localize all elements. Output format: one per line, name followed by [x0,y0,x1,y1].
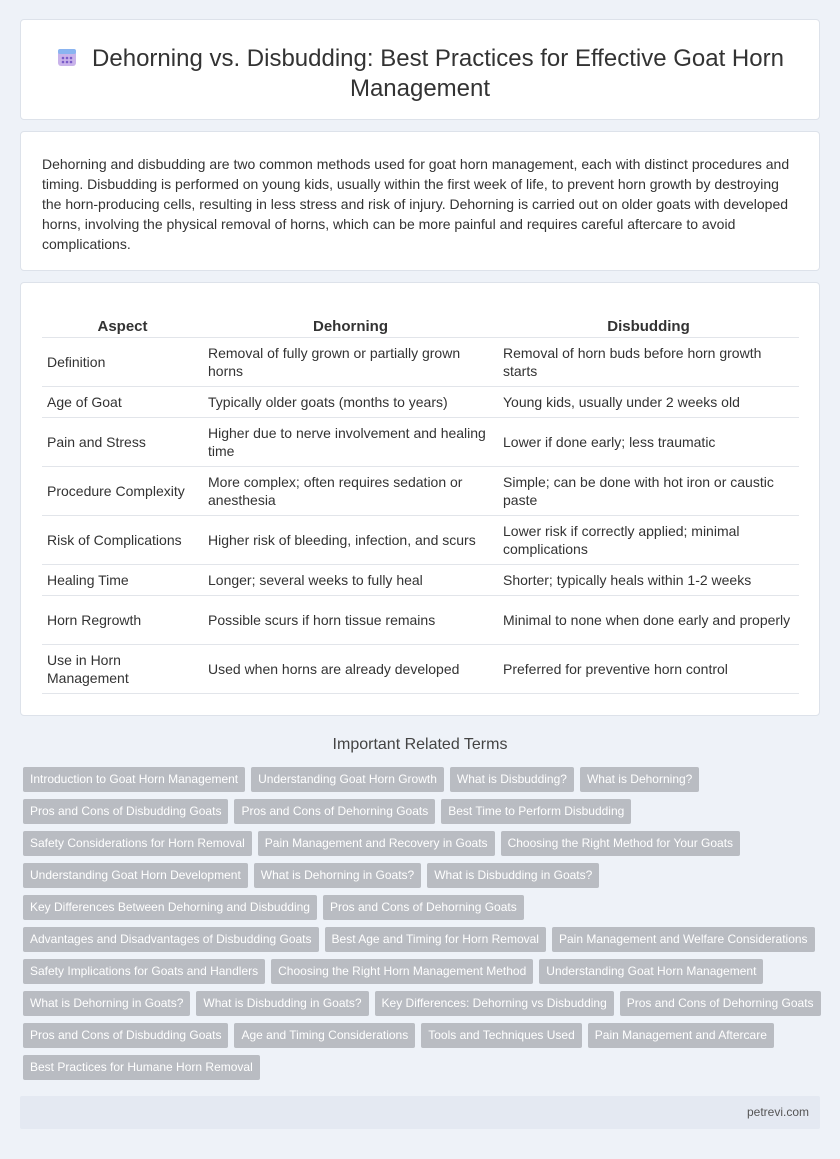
related-term-tag[interactable]: Pros and Cons of Dehorning Goats [234,799,435,824]
tag-row [23,863,823,895]
related-term-tag[interactable]: Age and Timing Considerations [234,1023,415,1048]
table-cell: Young kids, usually under 2 weeks old [498,386,799,417]
table-cell: Procedure Complexity [42,466,203,515]
table-cell: Removal of fully grown or partially grown horns [203,337,498,386]
intro-paragraph: Dehorning and disbudding are two common methods used for goat horn management, each with distinct procedures and timing. Disbudding is performed on young kids, usually within the first week of life, to prevent horn growth by destroying the horn-producing cells, resulting in less stress and risk of injury. Dehorning is carried out on older goats with developed horns, involving the physical removal of horns, which can be more painful and requires careful aftercare to avoid complications. [42,156,790,252]
related-term-tag[interactable]: Choosing the Right Method for Your Goats [501,831,740,856]
header-disbudding: Disbudding [498,315,799,337]
related-term-tag[interactable]: Best Time to Perform Disbudding [441,799,631,824]
table-cell: Use in Horn Management [42,644,203,693]
related-term-tag[interactable]: What is Disbudding? [450,767,574,792]
table-cell: Possible scurs if horn tissue remains [203,595,498,644]
related-term-tag[interactable]: Safety Implications for Goats and Handlers [23,959,265,984]
title-card [20,19,820,120]
table-row [42,564,799,595]
footer [20,1096,820,1129]
table-row [42,337,799,386]
table-row [42,417,799,466]
table-cell: Typically older goats (months to years) [203,386,498,417]
related-term-tag[interactable]: What is Dehorning in Goats? [254,863,421,888]
related-term-tag[interactable]: What is Dehorning in Goats? [23,991,190,1016]
table-row [42,644,799,693]
table-cell: Used when horns are already developed [203,644,498,693]
tag-row [23,1055,823,1087]
table-cell: Higher risk of bleeding, infection, and scurs [203,515,498,564]
related-term-tag[interactable]: Pros and Cons of Disbudding Goats [23,799,228,824]
related-term-tag[interactable]: Best Practices for Humane Horn Removal [23,1055,260,1080]
related-term-tag[interactable]: Key Differences Between Dehorning and Disbudding [23,895,317,920]
related-term-tag[interactable]: Understanding Goat Horn Development [23,863,248,888]
table-cell: Preferred for preventive horn control [498,644,799,693]
table-row [42,515,799,564]
tag-row [23,799,823,831]
calendar-icon [56,46,78,68]
table-cell: Higher due to nerve involvement and healing time [203,417,498,466]
tag-row [23,927,823,959]
table-cell: Removal of horn buds before horn growth starts [498,337,799,386]
related-term-tag[interactable]: Pain Management and Welfare Considerations [552,927,815,952]
table-row [42,466,799,515]
table-cell: Shorter; typically heals within 1-2 weeks [498,564,799,595]
related-term-tag[interactable]: Pros and Cons of Disbudding Goats [23,1023,228,1048]
footer-site-link[interactable]: petrevi.com [746,1105,809,1119]
related-term-tag[interactable]: Choosing the Right Horn Management Method [271,959,533,984]
comparison-card [20,282,820,716]
related-term-tag[interactable]: What is Disbudding in Goats? [196,991,368,1016]
tag-row [23,895,823,927]
header-aspect: Aspect [42,315,203,337]
related-term-tag[interactable]: Pain Management and Aftercare [588,1023,774,1048]
related-term-tag[interactable]: Pain Management and Recovery in Goats [258,831,495,856]
table-header-row [42,315,799,337]
table-cell: Longer; several weeks to fully heal [203,564,498,595]
table-row [42,595,799,644]
related-term-tag[interactable]: Tools and Techniques Used [421,1023,582,1048]
related-term-tag[interactable]: What is Disbudding in Goats? [427,863,599,888]
related-term-tag[interactable]: Pros and Cons of Dehorning Goats [620,991,821,1016]
tag-row [23,831,823,863]
table-row [42,386,799,417]
page-title: Dehorning vs. Disbudding: Best Practices for Effective Goat Horn Management [92,45,784,102]
tag-row [23,1023,823,1055]
related-term-tag[interactable]: Introduction to Goat Horn Management [23,767,245,792]
tag-row [23,991,823,1023]
related-term-tag[interactable]: Safety Considerations for Horn Removal [23,831,252,856]
table-cell: Lower if done early; less traumatic [498,417,799,466]
intro-card [20,131,820,271]
table-cell: Lower risk if correctly applied; minimal complications [498,515,799,564]
related-terms-list [23,767,823,1087]
related-term-tag[interactable]: Advantages and Disadvantages of Disbudding Goats [23,927,319,952]
table-cell: Healing Time [42,564,203,595]
tag-row [23,767,823,799]
table-cell: Horn Regrowth [42,595,203,644]
related-term-tag[interactable]: Key Differences: Dehorning vs Disbudding [375,991,614,1016]
table-cell: Simple; can be done with hot iron or caustic paste [498,466,799,515]
header-dehorning: Dehorning [203,315,498,337]
related-term-tag[interactable]: What is Dehorning? [580,767,699,792]
table-cell: Age of Goat [42,386,203,417]
related-term-tag[interactable]: Understanding Goat Horn Growth [251,767,444,792]
page-title-block [21,44,819,104]
table-cell: Pain and Stress [42,417,203,466]
related-term-tag[interactable]: Understanding Goat Horn Management [539,959,763,984]
tag-row [23,959,823,991]
table-cell: Risk of Complications [42,515,203,564]
table-cell: More complex; often requires sedation or anesthesia [203,466,498,515]
related-term-tag[interactable]: Pros and Cons of Dehorning Goats [323,895,524,920]
table-cell: Definition [42,337,203,386]
table-cell: Minimal to none when done early and properly [498,595,799,644]
related-terms-title: Important Related Terms [332,736,508,753]
related-term-tag[interactable]: Best Age and Timing for Horn Removal [325,927,546,952]
comparison-table [42,315,799,694]
